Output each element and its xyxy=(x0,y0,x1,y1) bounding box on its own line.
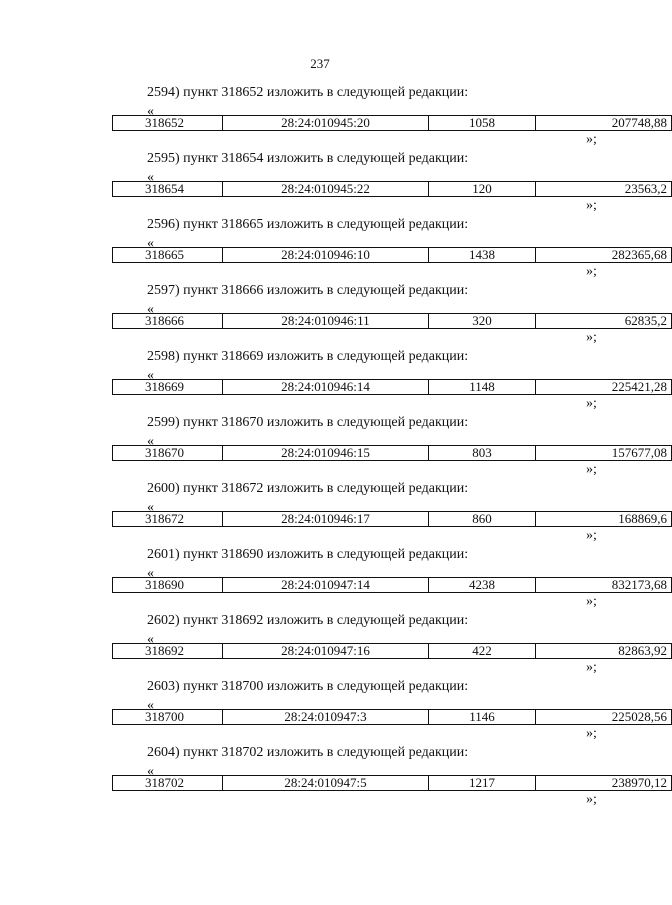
cadastral-number-cell: 28:24:010947:3 xyxy=(223,710,429,725)
table-row xyxy=(113,314,672,329)
amendment-section xyxy=(0,415,667,481)
opening-quote: « xyxy=(147,500,154,515)
amendment-section xyxy=(0,547,667,613)
cadastral-number-cell: 28:24:010946:11 xyxy=(223,314,429,329)
amendment-table xyxy=(112,511,672,527)
item-id-cell: 318690 xyxy=(113,578,223,593)
amendment-heading: 2601) пункт 318690 изложить в следующей редакции: xyxy=(147,547,469,562)
amendment-section xyxy=(0,349,667,415)
amendment-table xyxy=(112,247,672,263)
amendment-table xyxy=(112,643,672,659)
amendment-heading: 2600) пункт 318672 изложить в следующей редакции: xyxy=(147,481,469,496)
table-row xyxy=(113,380,672,395)
opening-quote: « xyxy=(147,302,154,317)
item-id-cell: 318672 xyxy=(113,512,223,527)
area-cell: 1438 xyxy=(429,248,536,263)
opening-quote: « xyxy=(147,236,154,251)
area-cell: 1148 xyxy=(429,380,536,395)
amendment-table xyxy=(112,313,672,329)
opening-quote: « xyxy=(147,170,154,185)
area-cell: 320 xyxy=(429,314,536,329)
value-cell: 157677,08 xyxy=(536,446,672,461)
amendment-heading: 2594) пункт 318652 изложить в следующей редакции: xyxy=(147,85,469,100)
opening-quote: « xyxy=(147,104,154,119)
area-cell: 422 xyxy=(429,644,536,659)
area-cell: 120 xyxy=(429,182,536,197)
item-id-cell: 318669 xyxy=(113,380,223,395)
table-row xyxy=(113,248,672,263)
closing-quote: »; xyxy=(586,660,597,675)
item-id-cell: 318666 xyxy=(113,314,223,329)
closing-quote: »; xyxy=(586,198,597,213)
amendment-section xyxy=(0,151,667,217)
cadastral-number-cell: 28:24:010946:15 xyxy=(223,446,429,461)
table-row xyxy=(113,644,672,659)
amendment-section xyxy=(0,85,667,151)
area-cell: 1146 xyxy=(429,710,536,725)
table-row xyxy=(113,710,672,725)
opening-quote: « xyxy=(147,764,154,779)
cadastral-number-cell: 28:24:010947:5 xyxy=(223,776,429,791)
page-number: 237 xyxy=(310,56,330,71)
closing-quote: »; xyxy=(586,396,597,411)
amendment-table xyxy=(112,181,672,197)
closing-quote: »; xyxy=(586,726,597,741)
closing-quote: »; xyxy=(586,264,597,279)
value-cell: 82863,92 xyxy=(536,644,672,659)
amendment-section xyxy=(0,481,667,547)
cadastral-number-cell: 28:24:010945:20 xyxy=(223,116,429,131)
item-id-cell: 318654 xyxy=(113,182,223,197)
item-id-cell: 318652 xyxy=(113,116,223,131)
table-row xyxy=(113,578,672,593)
table-row xyxy=(113,776,672,791)
amendment-heading: 2598) пункт 318669 изложить в следующей редакции: xyxy=(147,349,469,364)
cadastral-number-cell: 28:24:010946:14 xyxy=(223,380,429,395)
cadastral-number-cell: 28:24:010947:14 xyxy=(223,578,429,593)
closing-quote: »; xyxy=(586,528,597,543)
amendment-heading: 2603) пункт 318700 изложить в следующей редакции: xyxy=(147,679,469,694)
amendment-table xyxy=(112,445,672,461)
closing-quote: »; xyxy=(586,330,597,345)
amendment-heading: 2602) пункт 318692 изложить в следующей редакции: xyxy=(147,613,469,628)
cadastral-number-cell: 28:24:010945:22 xyxy=(223,182,429,197)
amendment-section xyxy=(0,679,667,745)
value-cell: 207748,88 xyxy=(536,116,672,131)
closing-quote: »; xyxy=(586,594,597,609)
item-id-cell: 318692 xyxy=(113,644,223,659)
area-cell: 1217 xyxy=(429,776,536,791)
table-row xyxy=(113,512,672,527)
area-cell: 4238 xyxy=(429,578,536,593)
amendment-table xyxy=(112,115,672,131)
value-cell: 225028,56 xyxy=(536,710,672,725)
cadastral-number-cell: 28:24:010946:10 xyxy=(223,248,429,263)
amendment-heading: 2599) пункт 318670 изложить в следующей редакции: xyxy=(147,415,469,430)
area-cell: 1058 xyxy=(429,116,536,131)
item-id-cell: 318700 xyxy=(113,710,223,725)
closing-quote: »; xyxy=(586,462,597,477)
cadastral-number-cell: 28:24:010946:17 xyxy=(223,512,429,527)
amendment-heading: 2596) пункт 318665 изложить в следующей редакции: xyxy=(147,217,469,232)
amendment-table xyxy=(112,775,672,791)
closing-quote: »; xyxy=(586,792,597,807)
value-cell: 225421,28 xyxy=(536,380,672,395)
amendment-section xyxy=(0,283,667,349)
amendment-heading: 2595) пункт 318654 изложить в следующей редакции: xyxy=(147,151,469,166)
amendment-section xyxy=(0,217,667,283)
cadastral-number-cell: 28:24:010947:16 xyxy=(223,644,429,659)
item-id-cell: 318670 xyxy=(113,446,223,461)
value-cell: 238970,12 xyxy=(536,776,672,791)
table-row xyxy=(113,446,672,461)
opening-quote: « xyxy=(147,632,154,647)
opening-quote: « xyxy=(147,698,154,713)
value-cell: 23563,2 xyxy=(536,182,672,197)
value-cell: 282365,68 xyxy=(536,248,672,263)
closing-quote: »; xyxy=(586,132,597,147)
value-cell: 62835,2 xyxy=(536,314,672,329)
amendment-table xyxy=(112,709,672,725)
opening-quote: « xyxy=(147,566,154,581)
area-cell: 860 xyxy=(429,512,536,527)
amendment-table xyxy=(112,577,672,593)
amendment-heading: 2597) пункт 318666 изложить в следующей редакции: xyxy=(147,283,469,298)
amendment-table xyxy=(112,379,672,395)
area-cell: 803 xyxy=(429,446,536,461)
table-row xyxy=(113,182,672,197)
amendment-section xyxy=(0,613,667,679)
table-row xyxy=(113,116,672,131)
amendment-heading: 2604) пункт 318702 изложить в следующей редакции: xyxy=(147,745,469,760)
value-cell: 832173,68 xyxy=(536,578,672,593)
value-cell: 168869,6 xyxy=(536,512,672,527)
amendment-section xyxy=(0,745,667,811)
item-id-cell: 318665 xyxy=(113,248,223,263)
item-id-cell: 318702 xyxy=(113,776,223,791)
opening-quote: « xyxy=(147,368,154,383)
opening-quote: « xyxy=(147,434,154,449)
